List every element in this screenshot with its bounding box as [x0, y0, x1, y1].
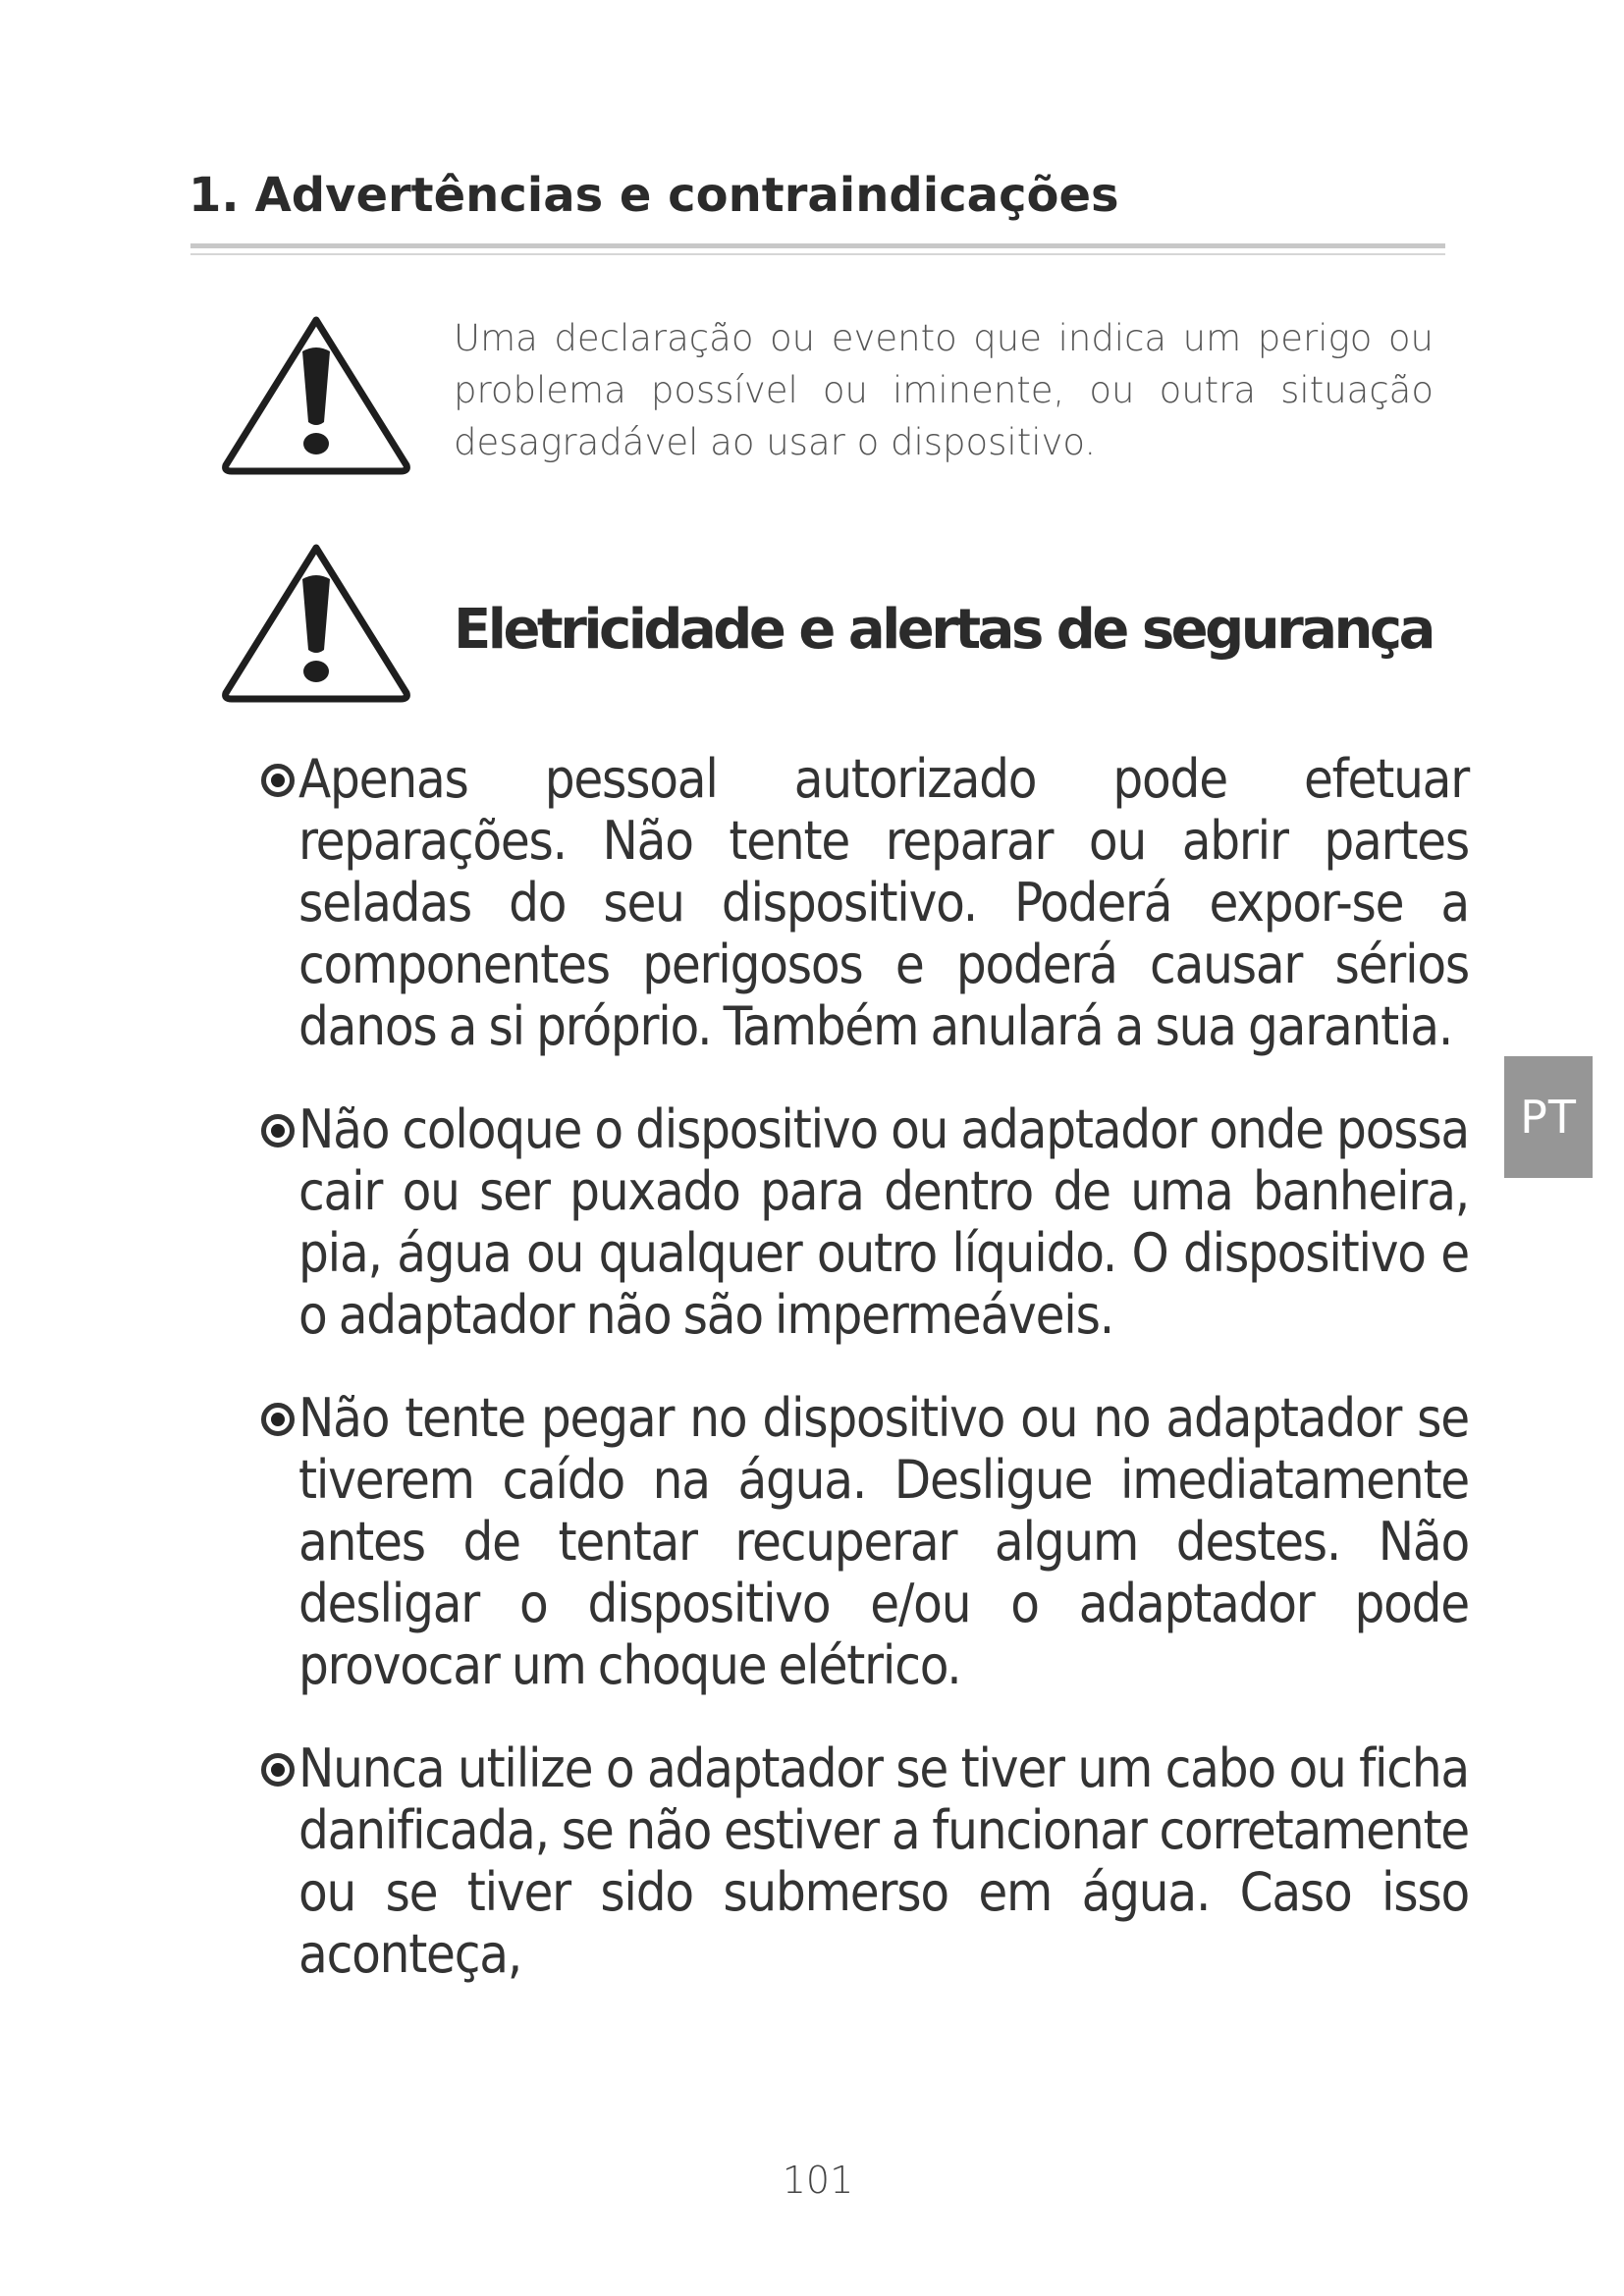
- bullet-icon: [261, 764, 295, 797]
- bullet-icon: [261, 1753, 295, 1787]
- list-item-text: Apenas pessoal autorizado pode efetuar reparações. Não tente reparar ou abrir partes seladas do seu dispositivo. Poderá expor-se a componentes perigosos e poderá causar sérios danos a si próprio. Também anulará a sua garantia.: [298, 748, 1469, 1057]
- section-divider-thin: [190, 253, 1445, 255]
- list-item-text: Não coloque o dispositivo ou adaptador onde possa cair ou ser puxado para dentro de uma banheira, pia, água ou qualquer outro líquido. O dispositivo e o adaptador não são impermeáveis.: [298, 1098, 1469, 1346]
- list-item: [261, 1098, 1469, 1346]
- list-item: [261, 1737, 1469, 1985]
- section-heading: [189, 159, 1119, 232]
- list-item: [261, 748, 1469, 1057]
- list-item-text: Não tente pegar no dispositivo ou no adaptador se tiverem caído na água. Desligue imediatamente antes de tentar recuperar algum destes. Não desligar o dispositivo e/ou o adaptador pode provocar um choque elétrico.: [298, 1387, 1469, 1696]
- language-tab: PT: [1504, 1056, 1593, 1178]
- warning-definition-text: Uma declaração ou evento que indica um perigo ou problema possível ou iminente, ou outra situação desagradável ao usar o dispositivo.: [454, 317, 1434, 463]
- section-number: 1.: [189, 168, 240, 223]
- list-item-text: Nunca utilize o adaptador se tiver um cabo ou ficha danificada, se não estiver a funcionar corretamente ou se tiver sido submerso em água. Caso isso aconteça,: [298, 1737, 1469, 1985]
- bullet-icon: [261, 1403, 295, 1436]
- safety-alerts-list: [261, 748, 1469, 2026]
- safety-alerts-heading: Eletricidade e alertas de segurança: [454, 598, 1433, 662]
- section-title: Advertências e contraindicações: [254, 168, 1119, 223]
- section-divider: [190, 243, 1445, 248]
- bullet-icon: [261, 1114, 295, 1148]
- warning-triangle-icon: [218, 540, 414, 707]
- page-number: 101: [782, 2159, 854, 2202]
- warning-triangle-icon: [218, 312, 414, 479]
- list-item: [261, 1387, 1469, 1696]
